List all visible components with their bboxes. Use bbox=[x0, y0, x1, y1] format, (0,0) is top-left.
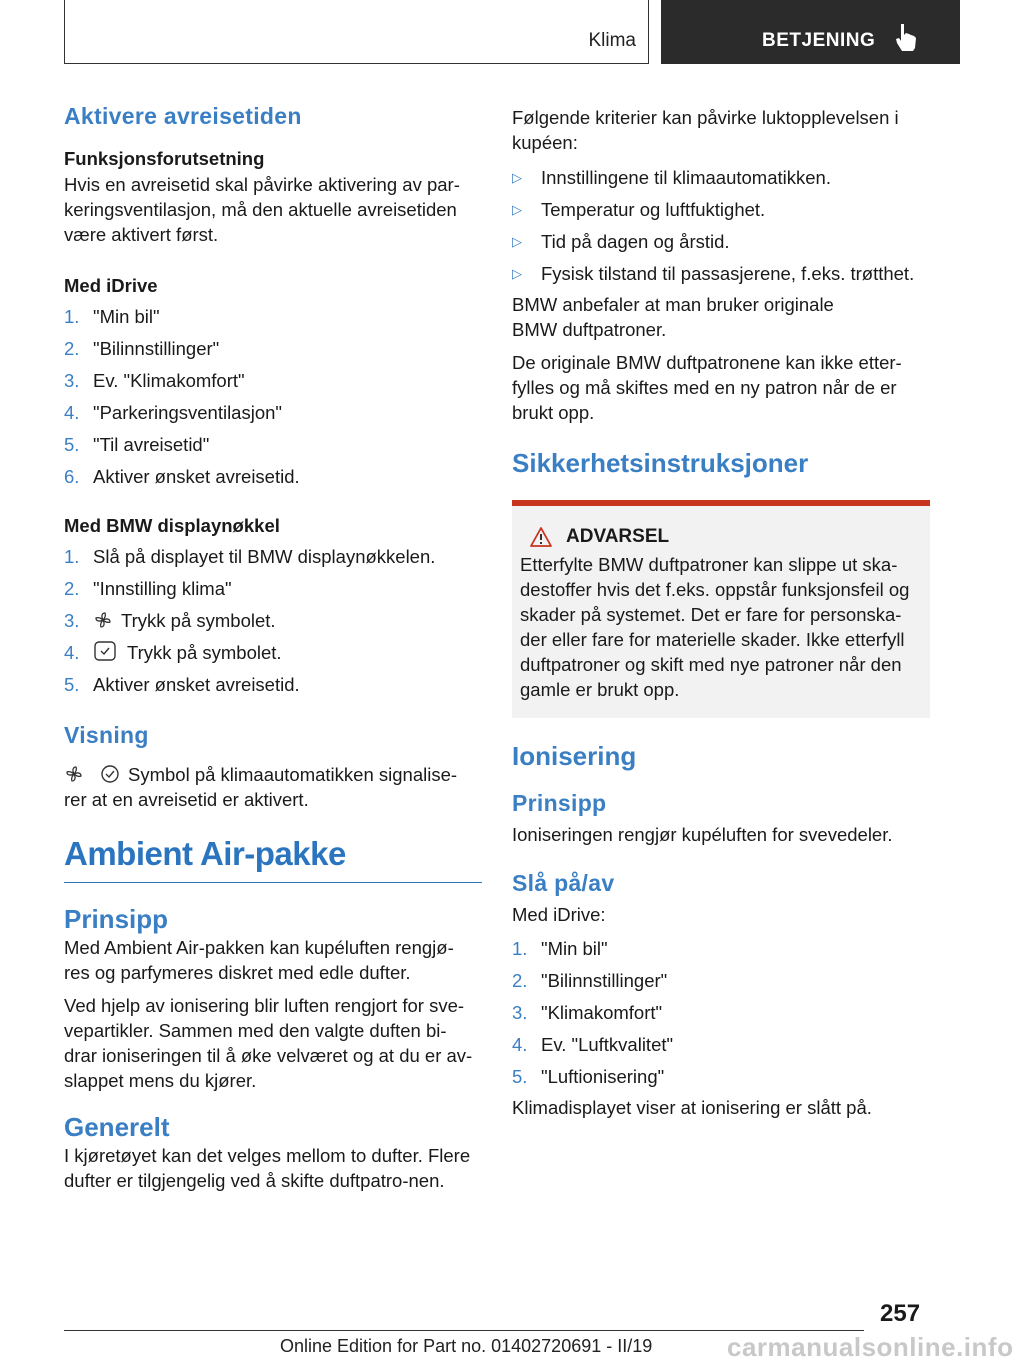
list-item: ▷ Innstillingene til klimaautomatikken. bbox=[512, 167, 831, 188]
list-item: 1. "Min bil" bbox=[512, 938, 608, 959]
heading-visning: Visning bbox=[64, 722, 149, 748]
list-item: 2. "Bilinnstillinger" bbox=[64, 338, 220, 359]
heading-aktivere: Aktivere avreisetiden bbox=[64, 103, 302, 129]
paragraph-idrive: Med iDrive: bbox=[512, 904, 606, 925]
header-chapter-title: BETJENING bbox=[762, 30, 876, 51]
paragraph-originale: De originale BMW duftpatronene kan ikke etter-fylles og må skiftes med en ny patron når de er brukt opp. bbox=[512, 352, 902, 423]
pointing-hand-icon bbox=[893, 22, 919, 52]
kriterier-list bbox=[512, 162, 930, 290]
list-item: 4. Trykk på symbolet. bbox=[64, 642, 282, 663]
heading-ambient: Ambient Air-pakke bbox=[64, 835, 346, 872]
fan-icon bbox=[93, 610, 113, 630]
paragraph-generelt: I kjøretøyet kan det velges mellom to dufter. Flere dufter er tilgjengelig ved å skifte duftpatro-nen. bbox=[64, 1145, 471, 1191]
heading-generelt: Generelt bbox=[64, 1112, 170, 1142]
idrive-steps bbox=[64, 301, 482, 493]
list-item: 1. Slå på displayet til BMW displaynøkkelen. bbox=[64, 546, 436, 567]
list-item: 4. Ev. "Luftkvalitet" bbox=[512, 1034, 674, 1055]
heading-slapa: Slå på/av bbox=[512, 870, 615, 896]
fan-icon bbox=[64, 764, 84, 784]
list-item: 5. Aktiver ønsket avreisetid. bbox=[64, 674, 300, 695]
list-item: ▷ Tid på dagen og årstid. bbox=[512, 231, 730, 252]
heading-prinsipp-right: Prinsipp bbox=[512, 790, 607, 816]
paragraph-prinsipp-2: Ved hjelp av ionisering blir luften rengjort for sve-vepartikler. Sammen med den valgte duften bi-drar ioniseringen til å øke velværet og at du er av-slappet mens du kjører. bbox=[64, 995, 473, 1091]
list-item: ▷ Fysisk tilstand til passasjerene, f.eks. trøtthet. bbox=[512, 263, 915, 284]
list-item: 3. "Klimakomfort" bbox=[512, 1002, 663, 1023]
paragraph-visning: Symbol på klimaautomatikken signalise-rer at en avreisetid er aktivert. bbox=[64, 764, 458, 810]
footer-rule bbox=[64, 1330, 864, 1331]
header-section-box bbox=[64, 0, 649, 64]
list-item: 1. "Min bil" bbox=[64, 306, 160, 327]
list-item: 6. Aktiver ønsket avreisetid. bbox=[64, 466, 300, 487]
left-column bbox=[64, 100, 482, 1193]
warning-text: Etterfylte BMW duftpatroner kan slippe ut ska-destoffer hvis det f.eks. oppstår funksjonsfeil og skader på systemet. Det er fare for personska-der eller fare for materielle skader. Ikke etterfyll duftpatroner og skift med nye patroner når den gamle er brukt opp. bbox=[520, 554, 910, 700]
footer-edition: Online Edition for Part no. 01402720691 - II/19 bbox=[280, 1336, 653, 1356]
warning-triangle-icon bbox=[530, 527, 552, 547]
heading-ambient-rule bbox=[64, 834, 482, 883]
subheading-displaynokkel: Med BMW displaynøkkel bbox=[64, 515, 280, 536]
list-item: 3. Trykk på symbolet. bbox=[64, 610, 276, 631]
list-item: 2. "Bilinnstillinger" bbox=[512, 970, 668, 991]
display-steps bbox=[64, 541, 482, 701]
right-column bbox=[512, 105, 930, 1120]
paragraph-kriterier: Følgende kriterier kan påvirke luktopplevelsen i kupéen: bbox=[512, 107, 899, 153]
subheading-funksjonsforutsetning: Funksjonsforutsetning bbox=[64, 148, 265, 169]
paragraph-ion: Ioniseringen rengjør kupéluften for svevedeler. bbox=[512, 824, 893, 845]
clock-icon bbox=[100, 764, 120, 784]
subheading-idrive: Med iDrive bbox=[64, 275, 158, 296]
paragraph-funksjon: Hvis en avreisetid skal påvirke aktivering av par-keringsventilasjon, må den aktuelle avreisetiden være aktivert først. bbox=[64, 174, 460, 245]
page-number: 257 bbox=[880, 1300, 921, 1327]
ion-steps bbox=[512, 933, 930, 1093]
list-item: ▷ Temperatur og luftfuktighet. bbox=[512, 199, 766, 220]
paragraph-prinsipp-1: Med Ambient Air-pakken kan kupéluften rengjø-res og parfymeres diskret med edle dufter. bbox=[64, 937, 454, 983]
warning-title: ADVARSEL bbox=[520, 526, 922, 548]
header-section-title: Klima bbox=[588, 30, 636, 51]
header-chapter-box bbox=[661, 0, 960, 64]
warning-box bbox=[512, 500, 930, 718]
heading-sikkerhet: Sikkerhetsinstruksjoner bbox=[512, 448, 809, 478]
heading-ionisering: Ionisering bbox=[512, 741, 637, 771]
list-item: 5. "Luftionisering" bbox=[512, 1066, 665, 1087]
list-item: 3. Ev. "Klimakomfort" bbox=[64, 370, 245, 391]
list-item: 4. "Parkeringsventilasjon" bbox=[64, 402, 282, 423]
clock-icon bbox=[93, 640, 119, 662]
list-item: 5. "Til avreisetid" bbox=[64, 434, 210, 455]
heading-prinsipp-left: Prinsipp bbox=[64, 904, 169, 934]
paragraph-klimadisplay: Klimadisplayet viser at ionisering er slått på. bbox=[512, 1097, 872, 1118]
list-item: 2. "Innstilling klima" bbox=[64, 578, 232, 599]
watermark: carmanualsonline.info bbox=[727, 1332, 1013, 1362]
paragraph-anbefaler: BMW anbefaler at man bruker originale BMW duftpatroner. bbox=[512, 294, 834, 340]
